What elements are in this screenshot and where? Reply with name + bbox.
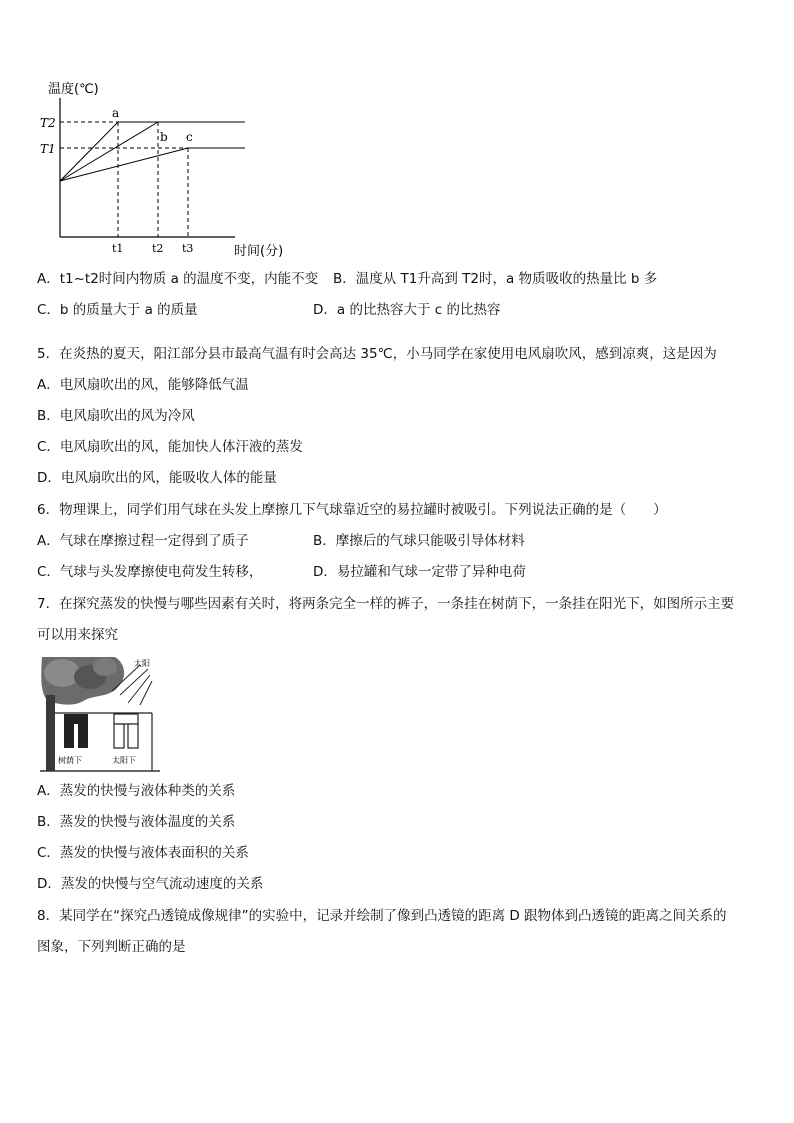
sunlight-label: 太阳下 xyxy=(112,756,136,765)
trousers-shade xyxy=(64,714,88,724)
q7-stem-line1: 7．在探究蒸发的快慢与哪些因素有关时，将两条完全一样的裤子，一条挂在树荫下，一条挂在阳光下，如图所示主要 xyxy=(37,596,735,612)
q4-option-d: D．a 的比热容大于 c 的比热容 xyxy=(313,302,501,318)
trousers-sun xyxy=(114,714,138,724)
temperature-time-graph xyxy=(30,74,310,264)
q5-option-a: A．电风扇吹出的风，能够降低气温 xyxy=(37,377,249,393)
q4-option-a: A．t1~t2时间内物质 a 的温度不变，内能不变 xyxy=(37,271,319,287)
q5-option-c: C．电风扇吹出的风，能加快人体汗液的蒸发 xyxy=(37,439,303,455)
q6-stem: 6．物理课上，同学们用气球在头发上摩擦几下气球靠近空的易拉罐时被吸引。下列说法正确的是（ ） xyxy=(37,502,667,518)
q5-stem: 5．在炎热的夏天，阳江部分县市最高气温有时会高达 35℃，小马同学在家使用电风扇吹风，感到凉爽，这是因为 xyxy=(37,346,717,362)
q7-option-b: B．蒸发的快慢与液体温度的关系 xyxy=(37,814,236,830)
q4-option-c: C．b 的质量大于 a 的质量 xyxy=(37,302,198,318)
curve-label-a: a xyxy=(112,106,120,120)
q6-option-b: B．摩擦后的气球只能吸引导体材料 xyxy=(313,533,525,549)
q7-option-d: D．蒸发的快慢与空气流动速度的关系 xyxy=(37,876,264,892)
curve-label-c: c xyxy=(186,130,193,144)
sun-label: 太阳 xyxy=(134,659,150,668)
tree-trunk xyxy=(46,695,55,771)
x-tick-t2: t2 xyxy=(152,242,164,255)
x-tick-t3: t3 xyxy=(182,242,194,255)
curve-label-b: b xyxy=(160,130,168,144)
shade-label: 树荫下 xyxy=(58,756,82,765)
y-tick-t1: T1 xyxy=(40,142,56,156)
q6-option-c: C．气球与头发摩擦使电荷发生转移， xyxy=(37,564,263,580)
q6-option-a: A．气球在摩擦过程一定得到了质子 xyxy=(37,533,249,549)
q7-option-c: C．蒸发的快慢与液体表面积的关系 xyxy=(37,845,249,861)
q4-option-b: B．温度从 T1升高到 T2时，a 物质吸收的热量比 b 多 xyxy=(333,271,658,287)
q5-option-d: D．电风扇吹出的风，能吸收人体的能量 xyxy=(37,470,277,486)
x-axis-label: 时间(分) xyxy=(234,244,284,259)
trousers-shade-sun-illustration xyxy=(40,655,160,775)
y-axis-label: 温度(℃) xyxy=(48,82,99,97)
q7-option-a: A．蒸发的快慢与液体种类的关系 xyxy=(37,783,236,799)
q8-stem-line1: 8．某同学在“探究凸透镜成像规律”的实验中，记录并绘制了像到凸透镜的距离 D 跟物体到凸透镜的距离之间关系的 xyxy=(37,908,727,924)
line-c xyxy=(60,148,188,181)
y-tick-t2: T2 xyxy=(40,116,56,130)
q5-option-b: B．电风扇吹出的风为冷风 xyxy=(37,408,195,424)
q6-option-d: D．易拉罐和气球一定带了异种电荷 xyxy=(313,564,526,580)
q7-stem-line2: 可以用来探究 xyxy=(37,627,118,643)
x-tick-t1: t1 xyxy=(112,242,124,255)
q8-stem-line2: 图象，下列判断正确的是 xyxy=(37,939,186,955)
